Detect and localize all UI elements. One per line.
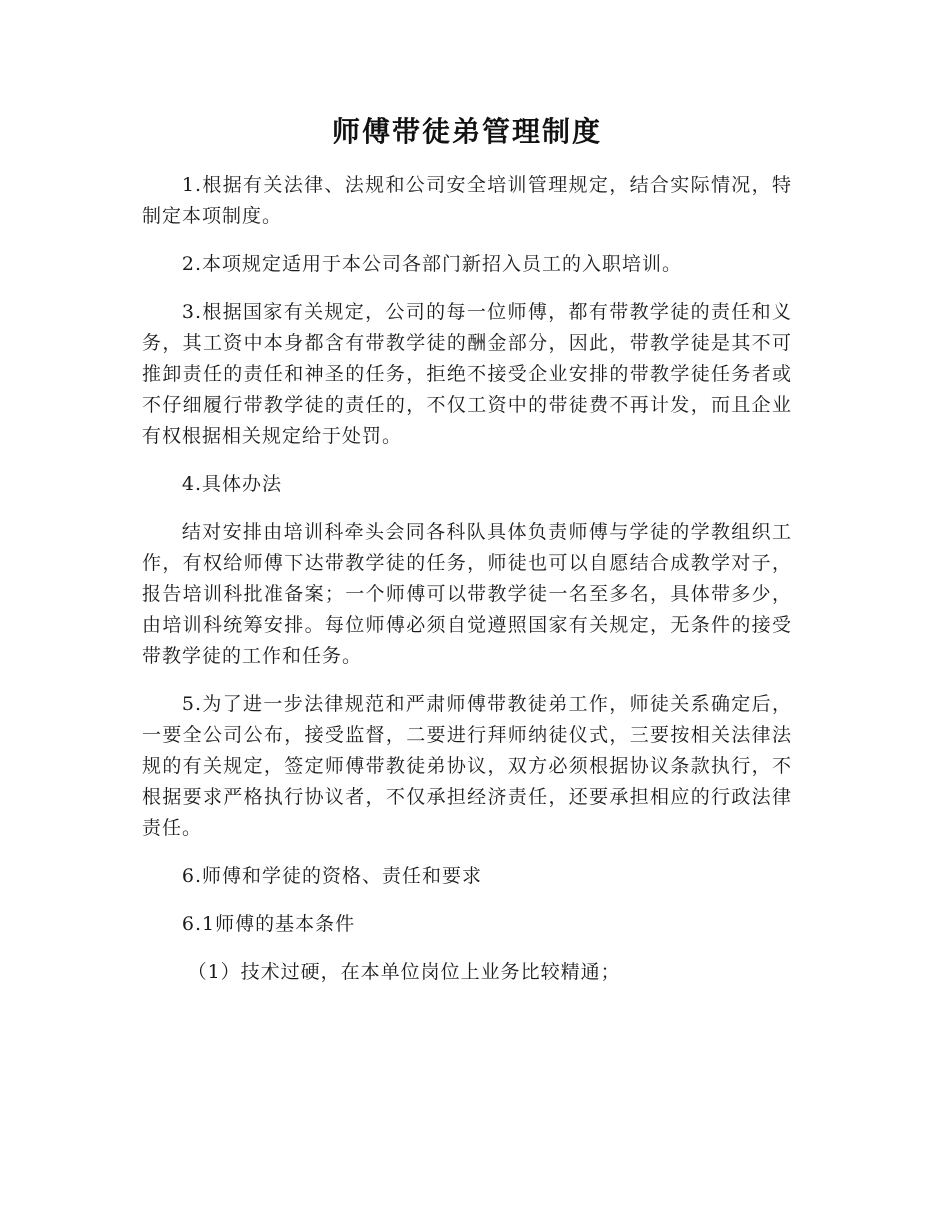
clause-6-1-item-1: （1）技术过硬，在本单位岗位上业务比较精通； (187, 961, 621, 983)
document-body (142, 112, 792, 1005)
clause-1-paragraph: 1.根据有关法律、法规和公司安全培训管理规定，结合实际情况，特制定本项制度。 (142, 174, 792, 227)
clause-3-paragraph: 3.根据国家有关规定，公司的每一位师傅，都有带教学徒的责任和义务，其工资中本身都含有带教学徒的酬金部分，因此，带教学徒是其不可推卸责任的责任和神圣的任务，拒绝不接受企业安排的带教学徒任务者或不仔细履行带教学徒的责任的，不仅工资中的带徒费不再计发，而且企业有权根据相关规定给于处罚。 (142, 301, 792, 447)
clause-6-1-heading: 6.1师傅的基本条件 (181, 913, 356, 935)
clause-5-paragraph: 5.为了进一步法律规范和严肃师傅带教徒弟工作，师徒关系确定后，一要全公司公布，接受监督，二要进行拜师纳徒仪式，三要按相关法律法规的有关规定，签定师傅带教徒弟协议，双方必须根据协议条款执行，不根据要求严格执行协议者，不仅承担经济责任，还要承担相应的行政法律责任。 (142, 693, 792, 839)
clause-2-paragraph: 2.本项规定适用于本公司各部门新招入员工的入职培训。 (181, 253, 683, 275)
clause-4-heading: 4.具体办法 (181, 473, 283, 495)
clause-4-body-paragraph: 结对安排由培训科牵头会同各科队具体负责师傅与学徒的学教组织工作，有权给师傅下达带教学徒的任务，师徒也可以自愿结合成教学对子，报告培训科批准备案；一个师傅可以带教学徒一名至多名，具体带多少，由培训科统筹安排。每位师傅必须自觉遵照国家有关规定，无条件的接受带教学徒的工作和任务。 (142, 521, 792, 667)
document-title: 师傅带徒弟管理制度 (331, 115, 602, 148)
clause-6-heading: 6.师傅和学徒的资格、责任和要求 (181, 865, 483, 887)
